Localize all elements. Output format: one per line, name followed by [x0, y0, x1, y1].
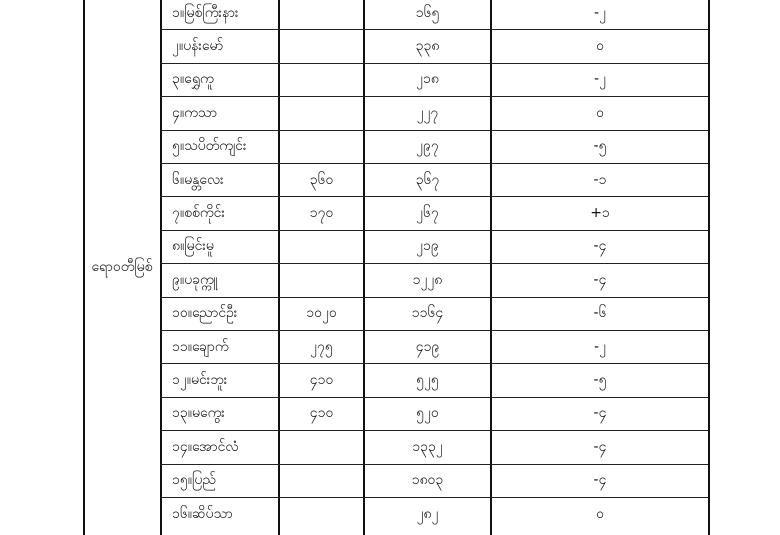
value-col-2 [280, 0, 363, 29]
value-col-3: ၅၂၀ [416, 405, 439, 422]
station-name: ၁၅။ပြည် [172, 472, 216, 489]
value-col-3: ၂၁၈ [416, 71, 439, 88]
value-col-2 [280, 464, 363, 497]
station-name: ၄။ကသာ [172, 104, 218, 121]
value-col-2: ၄၁၀ [309, 372, 334, 389]
value-col-2 [280, 230, 363, 263]
station-name: ၁။မြစ်ကြီးနား [172, 4, 239, 21]
change-value: -၆ [593, 305, 607, 322]
value-col-3: ၅၂၅ [416, 372, 439, 389]
value-col-2: ၁၀၂၀ [306, 305, 337, 322]
column-divider [160, 0, 162, 535]
value-col-3: ၂၁၉ [416, 238, 439, 255]
station-name: ၁၂။မင်းဘူး [172, 372, 228, 389]
row-divider [160, 163, 708, 164]
row-divider [160, 330, 708, 331]
value-col-3: ၁၆၅ [415, 4, 440, 21]
change-value: +၁ [590, 205, 610, 222]
value-col-3: ၁၃၃၂ [412, 438, 443, 455]
value-col-2: ၂၇၅ [310, 338, 333, 355]
change-value: -၄ [593, 238, 607, 255]
value-col-3: ၂၂၇ [416, 104, 439, 121]
change-value: ၀ [596, 104, 604, 121]
change-value: -၂ [594, 338, 606, 355]
change-value: -၅ [593, 138, 607, 155]
value-col-3: ၁၁၆၄ [411, 305, 444, 322]
value-col-2: ၃၆၀ [309, 171, 334, 188]
change-value: -၅ [593, 372, 607, 389]
table-border-right [708, 0, 710, 535]
station-name: ၇။စစ်ကိုင်း [172, 205, 225, 222]
value-col-3: ၃၆၇ [415, 171, 440, 188]
value-col-3: ၁၈၀၃ [411, 472, 444, 489]
station-name: ၂။ပန်းမော် [172, 38, 224, 55]
row-divider [160, 230, 708, 231]
value-col-3: ၂၆၇ [416, 205, 439, 222]
value-col-2 [280, 130, 363, 163]
change-value: -၂ [594, 4, 606, 21]
value-col-3: ၂၉၇ [416, 138, 439, 155]
station-name: ၁၄။အောင်လံ [172, 438, 239, 455]
value-col-3: ၂၈၂ [416, 505, 439, 522]
value-col-2 [280, 497, 363, 530]
region-label: ရောဝတီမြစ် [91, 259, 153, 275]
change-value: ၀ [596, 505, 604, 522]
value-col-2: ၄၁၀ [309, 405, 334, 422]
row-divider [160, 397, 708, 398]
station-name: ၁၀။ညောင်ဦး [172, 305, 238, 322]
row-divider [160, 430, 708, 431]
row-divider [160, 130, 708, 131]
value-col-2 [280, 29, 363, 62]
station-name: ၅။သပိတ်ကျင်း [172, 138, 247, 155]
change-value: -၄ [593, 271, 607, 288]
station-name: ၆။မန္တလေး [172, 171, 224, 188]
change-value: ၀ [596, 38, 604, 55]
row-divider [160, 363, 708, 364]
station-name: ၁၃။မကွေး [172, 405, 225, 422]
value-col-3: ၃၃၈ [415, 38, 440, 55]
row-divider [160, 497, 708, 498]
station-name: ၈။မြင်းမူ [172, 238, 214, 255]
change-value: -၂ [594, 71, 606, 88]
value-col-3: ၄၁၉ [415, 338, 440, 355]
value-col-2 [280, 430, 363, 463]
value-col-2 [280, 63, 363, 96]
station-name: ၁၆။ဆိပ်သာ [172, 505, 233, 522]
change-value: -၄ [593, 472, 607, 489]
value-col-2 [280, 96, 363, 129]
row-divider [160, 464, 708, 465]
change-value: -၄ [593, 438, 607, 455]
row-divider [160, 263, 708, 264]
row-divider [160, 63, 708, 64]
change-value: -၄ [593, 405, 607, 422]
station-name: ၁၁။ချောက် [172, 338, 229, 355]
change-value: -၁ [593, 171, 607, 188]
row-divider [160, 96, 708, 97]
value-col-3: ၁၂၂၈ [412, 271, 443, 288]
row-divider [160, 29, 708, 30]
row-divider [160, 196, 708, 197]
station-name: ၉။ပခုက္ကူ [172, 271, 218, 288]
row-divider [160, 297, 708, 298]
value-col-2: ၁၇၀ [309, 205, 334, 222]
value-col-2 [280, 263, 363, 296]
station-name: ၃။ရွှေကူ [172, 71, 214, 88]
